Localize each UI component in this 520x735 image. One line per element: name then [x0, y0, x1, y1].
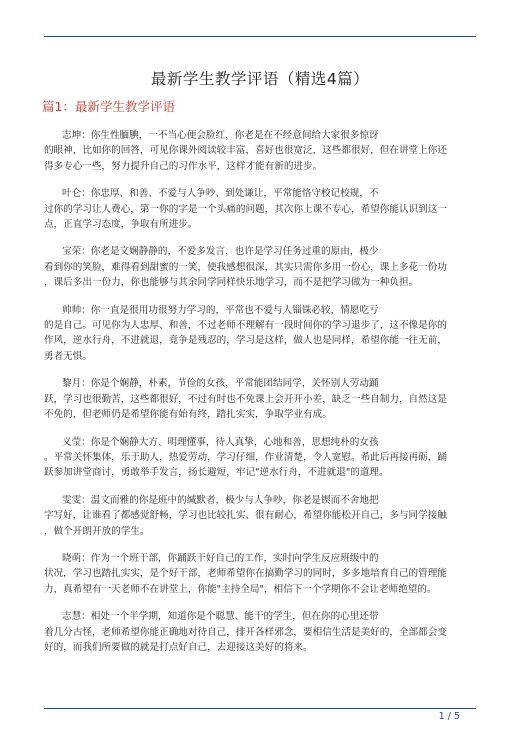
paragraph-line: 跃参加讲堂商讨，勇敢举手发言，扬长避短，牢记"逆水行舟，不进就退"的道理。 [44, 467, 389, 479]
page-number: 1 / 5 [438, 711, 460, 722]
paragraph-line: 着几分古怪，老师希望你能正确地对待自己，排开各样邪念，要相信生活是美好的，全部都会变 [44, 626, 447, 638]
paragraph-line: 点，正直学习态度，争取有所进步。 [44, 219, 198, 231]
paragraph-line: 的是自己。可见你为人忠厚、和善，不过老师不理解有一段时间你的学习退步了，这不像是你的 [44, 320, 447, 332]
paragraph-line: 得多专心一些，努力提升自己的习作水平，这样才能有新的进步。 [44, 160, 323, 172]
paragraph-line: 晓萌：作为一个班干部，你踊跃干好自己的工作，实时向学生反应班级中的 [62, 552, 379, 564]
paragraph [44, 551, 478, 597]
paragraph-line: 状况，学习也踏扎实实，是个好干部，老师希望你在搞勤学习的同时，多多地培育自己的管理能 [44, 568, 447, 580]
paragraph [44, 435, 478, 481]
paragraph-line: 雯雯：温文而雅的你是班中的缄默者，极少与人争吵，你老是锲而不舍地把 [62, 494, 379, 506]
paragraph-line: 跃，学习也很勤苦，这些都很好，不过有时也不免课上会开开小差，缺乏一些自制力，自然这是 [44, 393, 447, 405]
paragraph-line: 叶仑：你忠厚、和善、不爱与人争吵、到处谦让，平常能恪守校记校规，不 [62, 188, 379, 200]
section-heading: 篇1：最新学生教学评语 [42, 99, 175, 114]
paragraph-line: ，课后多出一份力，你也能够与其余同学同样快乐地学习，而不是把学习做为一种负担。 [44, 277, 419, 289]
paragraph-line: 字写好，让谁看了都感觉舒畅，学习也比较扎实、很有耐心，希望你能松开自己，多与同学接触 [44, 510, 447, 522]
paragraph-line: 力，真希望有一天老师不在讲堂上，你能"主持全局"，相信下一个学期你不会让老师绝望的。 [44, 583, 437, 595]
paragraph-line: 志慧：相处一个半学期，知道你是个聪慧、能干的学生，但在你的心里还带 [62, 611, 379, 623]
paragraph-line: 作风，逆水行舟，不进就退，竟争是残忍的，学习是这样，做人也是同样，希望你能一往无前， [44, 335, 447, 347]
paragraph [44, 186, 478, 232]
document-title: 最新学生教学评语（精选4篇） [150, 70, 370, 88]
paragraph-line: 。平常关怀集体，乐于助人，热爱劳动，学习仔细，作业清楚，令人宽慰。希此后再接再砺，踊 [44, 451, 447, 463]
paragraph-line: 志坤：你生性腼腆，一不当心便会脸红，你老是在不经意间给大家很多惊讶 [62, 130, 379, 141]
header-rule [44, 36, 476, 37]
paragraph-line: 勇者无惧。 [44, 350, 92, 362]
document-body [44, 128, 478, 667]
paragraph-line: 不免的，但老师仍是希望你能有始有终，踏扎实实，争取学业有成。 [44, 409, 332, 421]
paragraph-line: 帅帅：你一直是很用功很努力学习的，平常也不爱与人锱铢必较，情愿吃亏 [62, 304, 379, 316]
paragraph [44, 303, 478, 365]
paragraph-line: 的眼神，比如你的回答，可见你课外阅读较丰富，喜好也很宽泛，这些都很好，但在讲堂上你还 [44, 145, 447, 157]
paragraph [44, 493, 478, 539]
footer-rule [44, 708, 476, 709]
paragraph-line: 黎月：你是个娴静，朴素，节俭的女孩，平常能团结同学，关怀别人劳动踊 [62, 378, 379, 390]
paragraph-line: 看到你的笑脸，难得看到甜蜜的一笑，使我感想很深，其实只需你多用一份心，课上多花一份功 [44, 261, 447, 273]
paragraph-line: 义莹：你是个娴静大方、明理懂事，待人真挚，心地和善，思想纯朴的女孩 [62, 436, 379, 448]
paragraph-line: ，做个开朗开放的学生。 [44, 525, 150, 537]
paragraph [44, 609, 478, 655]
paragraph [44, 244, 478, 290]
paragraph-line: 好的，而我们所要做的就是打点好自己，去迎接这美好的将来。 [44, 641, 313, 653]
paragraph [44, 376, 478, 422]
paragraph-line: 过你的学习让人费心，第一你的字是一个头痛的问题，其次你上课不专心，希望你能认识到这一 [44, 203, 447, 215]
paragraph [44, 128, 478, 174]
paragraph-line: 宝荣：你老是文娴静静的，不爱多发言，也许是学习任务过重的原由，极少 [62, 246, 379, 258]
